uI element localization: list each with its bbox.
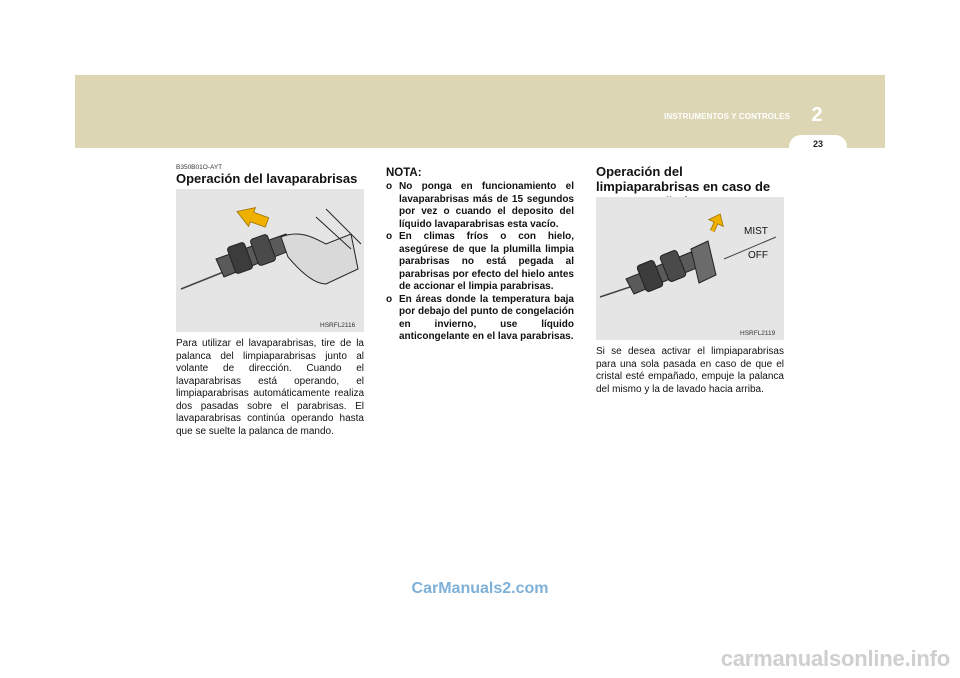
mist-label: MIST: [744, 226, 768, 237]
note-item: o En climas fríos o con hielo, asegúrese de que la plumilla limpia parabrisas no está pegada al parabrisas por efecto del hielo antes de accionar el limpia parabrisas.: [386, 231, 574, 292]
chapter-number: 2: [811, 104, 823, 126]
mist-heading: Operación del limpiaparabrisas en caso de: [596, 164, 771, 194]
washer-body: Para utilizar el lavaparabrisas, tire de la palanca del limpiaparabrisas junto al volante de dirección. Cuando el lavaparabrisas está operando, el limpiaparabrisas automáticamente realiza dos pasadas sobre el parabrisas. El lavaparabrisas continúa operando hasta que se suelte la palanca de mando.: [176, 338, 364, 437]
washer-heading: Operación del lavaparabrisas: [176, 171, 358, 186]
note-list: [386, 181, 574, 344]
note-item: o No ponga en funcionamiento el lavaparabrisas más de 15 segundos por vez o cuando el deposito del líquido lavaparabrisas esta vacío.: [386, 181, 574, 230]
washer-figure: [176, 189, 364, 332]
note-item: o En áreas donde la temperatura baja por debajo del punto de congelación en invierno, use líquido anticongelante en el lava parabrisas.: [386, 293, 574, 342]
mist-figure: [596, 197, 784, 340]
page-number: 23: [812, 139, 823, 149]
figure-label: HSRFL2116: [320, 322, 356, 329]
figure-label: HSRFL2119: [740, 330, 776, 337]
pull-arrow-icon: [234, 202, 271, 232]
carmanuals-watermark[interactable]: CarManuals2.com: [411, 580, 549, 597]
mist-lever-illustration: [596, 197, 784, 340]
washer-lever-illustration: [176, 189, 364, 332]
carmanualsonline-watermark[interactable]: carmanualsonline.info: [720, 646, 950, 671]
off-label: OFF: [748, 250, 768, 261]
section-title: INSTRUMENTOS Y CONTROLES: [664, 112, 790, 121]
push-arrow-icon: [705, 211, 728, 235]
mist-body: Si se desea activar el limpiaparabrisas para una sola pasada en caso de que el cristal esté empañado, empuje la palanca del mismo y la de lavado hacia arriba.: [596, 346, 784, 395]
column-washer: [176, 164, 364, 186]
section-code: B350B01O-AYT: [176, 164, 223, 171]
note-title: NOTA:: [386, 167, 422, 179]
column-note: [386, 167, 574, 344]
